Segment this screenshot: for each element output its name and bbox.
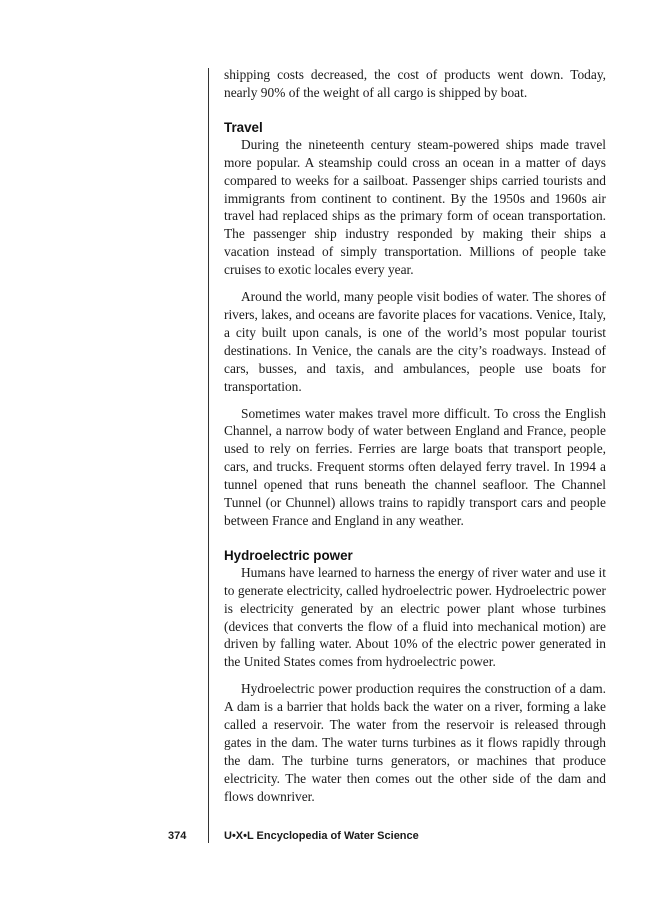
paragraph-hydro-2: Hydroelectric power production requires the construction of a dam. A dam is a barrier that holds back the water on a river, forming a lake called a reservoir. The water from the reservoir is released through gates in the dam. The water turns turbines as it flows rapidly through the dam. The turbine turns generators, or machines that produce electricity. The water then comes out the other side of the dam and flows downriver. [224, 681, 606, 804]
margin-rule [208, 68, 209, 843]
paragraph-intro: shipping costs decreased, the cost of products went down. Today, nearly 90% of the weight of all cargo is shipped by boat. [224, 67, 606, 100]
page-number: 374 [168, 830, 187, 842]
paragraph-travel-3: Sometimes water makes travel more difficult. To cross the English Channel, a narrow body of water between England and France, people used to rely on ferries. Ferries are large boats that transport people, cars, and trucks. Frequent storms often delayed ferry travel. In 1994 a tunnel opened that runs beneath the channel seafloor. The Channel Tunnel (or Chunnel) allows trains to rapidly transport cars and people between France and England in any weather. [224, 405, 606, 528]
paragraph-travel-1: During the nineteenth century steam-powered ships made travel more popular. A steamship could cross an ocean in a matter of days compared to weeks for a sailboat. Passenger ships carried tourists and immigrants from continent to continent. By the 1950s and 1960s air travel had replaced ships as the primary form of ocean transportation. The passenger ship industry responded by making their ships a vacation instead of simply transportation. Millions of people take cruises to exotic locales every year. [224, 136, 606, 278]
heading-travel: Travel [224, 119, 263, 135]
book-title: U•X•L Encyclopedia of Water Science [224, 830, 419, 842]
paragraph-travel-2: Around the world, many people visit bodies of water. The shores of rivers, lakes, and oceans are favorite places for vacations. Venice, Italy, a city built upon canals, is one of the world’s most popular tourist destinations. In Venice, the canals are the city’s roadways. Instead of cars, busses, and taxis, and ambulances, people use boats for transportation. [224, 289, 606, 394]
heading-hydroelectric-power: Hydroelectric power [224, 547, 353, 563]
page-footer [0, 830, 663, 848]
paragraph-hydro-1: Humans have learned to harness the energy of river water and use it to generate electricity, called hydroelectric power. Hydroelectric power is electricity generated by an electric power plant whose turbines (devices that converts the flow of a fluid into mechanical motion) are driven by falling water. About 10% of the electric power generated in the United States comes from hydroelectric power. [224, 564, 606, 670]
page-body [224, 66, 606, 815]
